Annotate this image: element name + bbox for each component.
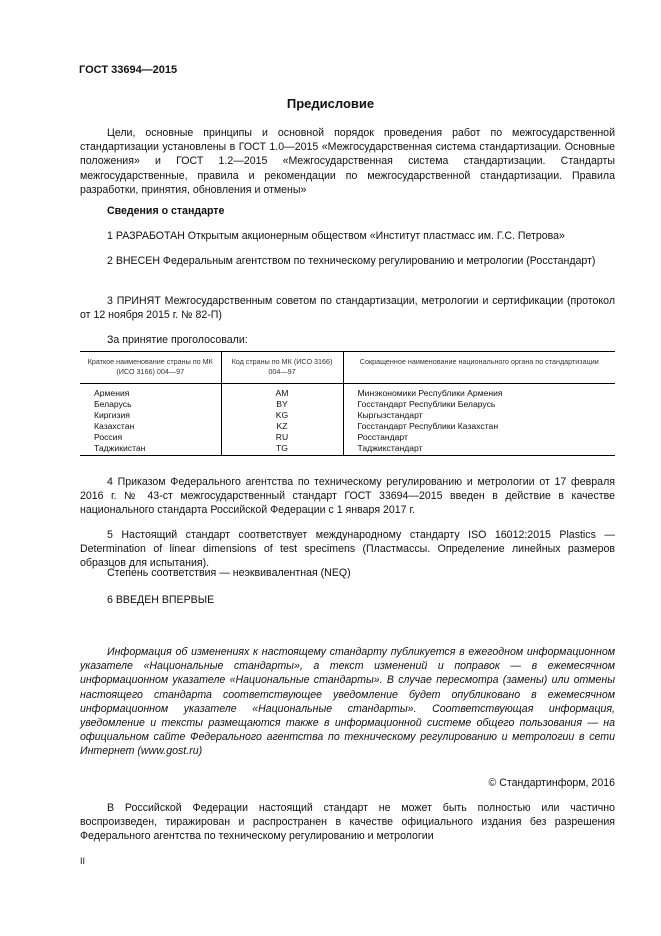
item-4-order: 4 Приказом Федерального агентства по техническому регулированию и метрологии от 17 февраля 2016 г. № 43-ст межгосударственный стандарт ГОСТ 33694—2015 введен в действие в качестве национального стандарта Российской Федерации с 1 января 2017 г.: [80, 476, 615, 517]
copyright-line: © Стандартинформ, 2016: [488, 777, 615, 789]
table-row: [80, 384, 615, 400]
voting-label: За принятие проголосовали:: [107, 334, 248, 346]
item-6-introduced: 6 ВВЕДЕН ВПЕРВЫЕ: [107, 594, 215, 606]
item-5-degree: Степень соответствия — неэквивалентная (NEQ): [107, 567, 351, 579]
country-name: Казахстан: [94, 421, 135, 431]
column-header-country: Краткое наименование страны по МК (ИСО 3166) 004—97: [80, 352, 221, 384]
table-row: [80, 432, 615, 443]
table-row: [80, 399, 615, 410]
country-name: Киргизия: [94, 410, 130, 420]
table-header-row: [80, 352, 615, 384]
item-2-submitted: 2 ВНЕСЕН Федеральным агентством по техническому регулированию и метрологии (Росстандарт): [107, 255, 596, 267]
reproduction-legal-notice: В Российской Федерации настоящий стандарт не может быть полностью или частично воспроизведен, тиражирован и распространен в качестве официального издания без разрешения Федерального агентства по техническому регулированию и метрологии: [80, 802, 615, 843]
national-body: Госстандарт Республики Казахстан: [343, 421, 615, 432]
country-code: RU: [221, 432, 343, 443]
about-standard-heading: Сведения о стандарте: [107, 205, 225, 217]
country-code: TG: [221, 443, 343, 456]
national-body: Росстандарт: [343, 432, 615, 443]
country-code: AM: [221, 384, 343, 400]
item-3-adopted: 3 ПРИНЯТ Межгосударственным советом по стандартизации, метрологии и сертификации (протокол от 12 ноября 2015 г. № 82-П): [80, 295, 615, 322]
changes-information-notice: Информация об изменениях к настоящему стандарту публикуется в ежегодном информационном указателе «Национальные стандарты», а текст изменений и поправок — в ежемесячном информационном указателе «Национальные стандарты». В случае пересмотра (замены) или отмены настоящего стандарта соответствующее уведомление будет опубликовано в ежемесячном информационном указателе «Национальные стандарты». Соответствующая информация, уведомление и тексты размещаются также в информационной системе общего пользования — на официальном сайте Федерального агентства по техническому регулированию и метрологии в сети Интернет (www.gost.ru): [80, 646, 615, 758]
country-code: BY: [221, 399, 343, 410]
national-body: Госстандарт Республики Беларусь: [343, 399, 615, 410]
page-title: Предисловие: [286, 96, 375, 111]
country-code: KG: [221, 410, 343, 421]
national-body: Таджикстандарт: [343, 443, 615, 456]
column-header-code: Код страны по МК (ИСО 3166) 004—97: [221, 352, 343, 384]
column-header-national-body: Сокращенное наименование национального органа по стандартизации: [343, 352, 615, 384]
voting-countries-table: [80, 351, 615, 456]
item-1-developed: 1 РАЗРАБОТАН Открытым акционерным обществом «Институт пластмасс им. Г.С. Петрова»: [107, 230, 565, 242]
country-name: Беларусь: [94, 399, 132, 409]
country-name: Таджикистан: [80, 443, 221, 456]
country-name: Россия: [94, 432, 123, 442]
table-row: [80, 443, 615, 456]
country-code: KZ: [221, 421, 343, 432]
document-code-header: ГОСТ 33694—2015: [79, 64, 178, 76]
item-5-correspondence: 5 Настоящий стандарт соответствует международному стандарту ISO 16012:2015 Plastics — Determination of linear dimensions of test specimens (Пластмассы. Определение линейных размеров образцов для испытания).: [80, 529, 615, 570]
table-row: [80, 421, 615, 432]
intro-paragraph: Цели, основные принципы и основной порядок проведения работ по межгосударственной стандартизации установлены в ГОСТ 1.0—2015 «Межгосударственная система стандартизации. Основные положения» и ГОСТ 1.2—2015 «Межгосударственная система стандартизации. Стандарты межгосударственные, правила и рекомендации по межгосударственной стандартизации. Правила разработки, принятия, обновления и отмены»: [80, 127, 615, 196]
page-number: II: [80, 856, 86, 866]
national-body: Кыргызстандарт: [343, 410, 615, 421]
country-name: Армения: [94, 388, 130, 398]
national-body: Минэкономики Республики Армения: [343, 384, 615, 400]
table-row: [80, 410, 615, 421]
